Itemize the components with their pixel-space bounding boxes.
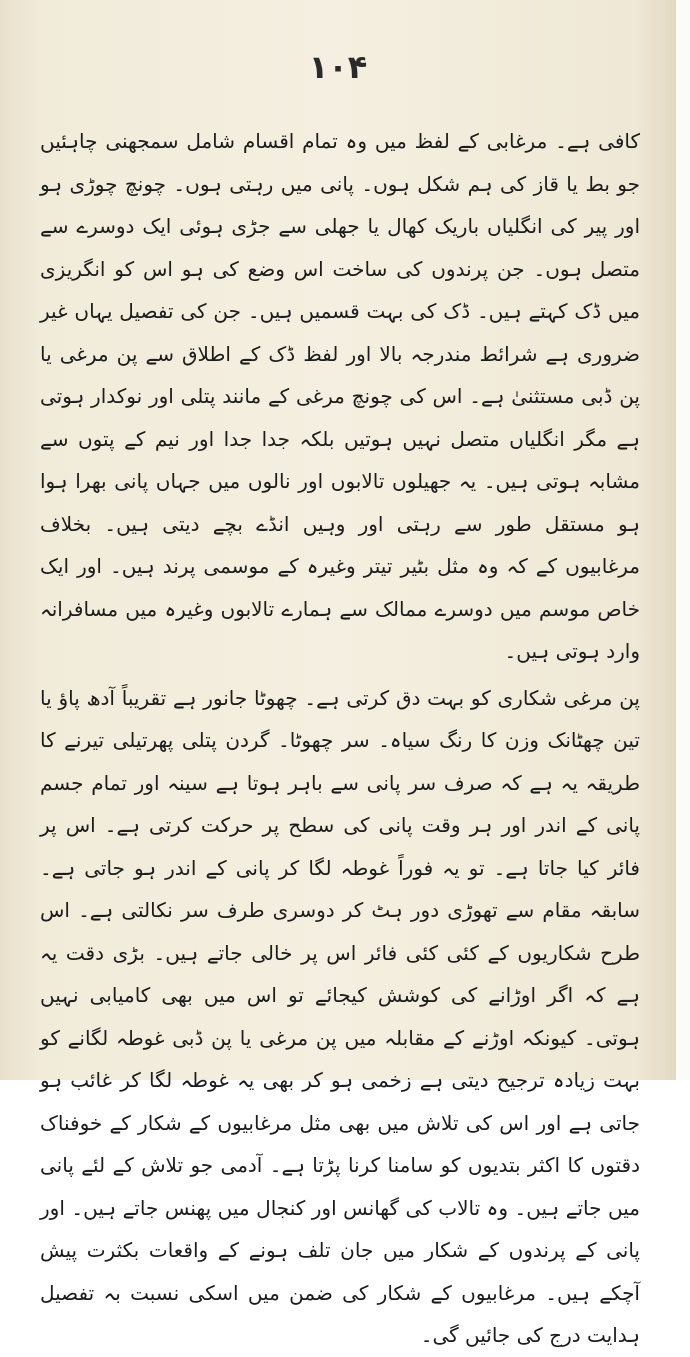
body-text [40,120,640,1357]
paragraph-2: پن مرغی شکاری کو بہت دق کرتی ہے۔ چھوٹا جانور ہے تقریباً آدھ پاؤ یا تین چھٹانک وزن کا رنگ سیاہ۔ سر چھوٹا۔ گردن پتلی پھرتیلی تیرنے کا طریقہ یہ ہے کہ صرف سر پانی سے باہر ہوتا ہے سینہ اور تمام جسم پانی کے اندر اور ہر وقت پانی کی سطح پر حرکت کرتی ہے۔ اس پر فائر کیا جاتا ہے۔ تو یہ فوراً غوطہ لگا کر پانی کے اندر ہو جاتی ہے۔ سابقہ مقام سے تھوڑی دور ہٹ کر دوسری طرف سر نکالتی ہے۔ اس طرح شکاریوں کے کئی کئی فائر اس پر خالی جاتے ہیں۔ بڑی دقت یہ ہے کہ اگر اوڑانے کی کوشش کیجائے تو اس میں بھی کامیابی نہیں ہوتی۔ کیونکہ اوڑنے کے مقابلہ میں پن مرغی یا پن ڈبی غوطہ لگانے کو بہت زیادہ ترجیح دیتی ہے زخمی ہو کر بھی یہ غوطہ لگا کر غائب ہو جاتی ہے اور اس کی تلاش میں بھی مثل مرغابیوں کے شکار کے خوفناک دقتوں کا اکثر بتدیوں کو سامنا کرنا پڑتا ہے۔ آدمی جو تلاش کے لئے پانی میں جاتے ہیں۔ وہ تالاب کی گھانس اور کنجال میں پھنس جاتے ہیں۔ اور پانی کے پرندوں کے شکار میں جان تلف ہونے کے واقعات بکثرت پیش آچکے ہیں۔ مرغابیوں کے شکار کی ضمن میں اسکی نسبت بہ تفصیل ہدایت درج کی جائیں گی۔ [40,685,640,1347]
scan-margin [676,0,690,1080]
paragraph-1: کافی ہے۔ مرغابی کے لفظ میں وہ تمام اقسام شامل سمجھنی چاہئیں جو بط یا قاز کی ہم شکل ہوں۔ پانی میں رہتی ہوں۔ چونچ چوڑی ہو اور پیر کی انگلیاں باریک کھال یا جھلی سے جڑی ہوئی ایک دوسرے سے متصل ہوں۔ جن پرندوں کی ساخت اس وضع کی ہو اس کو انگریزی میں ڈک کہتے ہیں۔ ڈک کی بہت قسمیں ہیں۔ جن کی تفصیل یہاں غیر ضروری ہے شرائط مندرجہ بالا اور لفظ ڈک کے اطلاق سے پن مرغی یا پن ڈبی مستثنیٰ ہے۔ اس کی چونچ مرغی کے مانند پتلی اور نوکدار ہوتی ہے مگر انگلیاں متصل نہیں ہوتیں بلکہ جدا جدا اور نیم کے پتوں سے مشابہ ہوتی ہیں۔ یہ جھیلوں تالابوں اور نالوں میں جہاں پانی بھرا ہوا ہو مستقل طور سے رہتی اور وہیں انڈے بچے دیتی ہیں۔ بخلاف مرغابیوں کے کہ وہ مثل بٹیر تیتر وغیرہ کے موسمی پرند ہیں۔ اور ایک خاص موسم میں دوسرے ممالک سے ہمارے تالابوں وغیرہ میں مسافرانہ وارد ہوتی ہیں۔ [40,129,640,663]
page-number: ۱۰۴ [308,48,368,86]
